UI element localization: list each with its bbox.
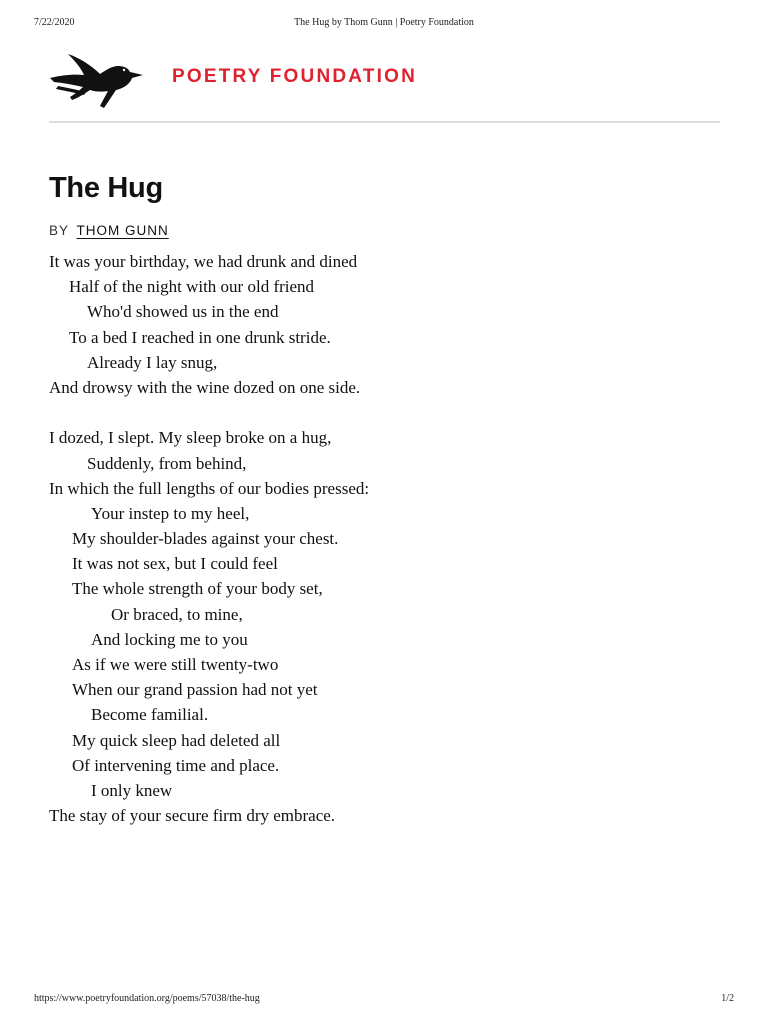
poem-line: Your instep to my heel, [91, 503, 250, 523]
poem-line: When our grand passion had not yet [72, 680, 318, 700]
poem-line: I dozed, I slept. My sleep broke on a hug, [49, 428, 332, 448]
poem-line: Half of the night with our old friend [69, 277, 315, 297]
print-page-title: The Hug by Thom Gunn | Poetry Foundation [294, 17, 474, 28]
poem-line: Become familial. [91, 705, 209, 725]
brand-name[interactable]: POETRY FOUNDATION [172, 66, 417, 87]
poem-line: The whole strength of your body set, [72, 579, 323, 599]
poem-title: The Hug [49, 172, 163, 204]
author-link[interactable]: THOM GUNN [76, 223, 169, 238]
poem-line: To a bed I reached in one drunk stride. [69, 327, 331, 347]
poem-line: In which the full lengths of our bodies pressed: [49, 478, 370, 498]
stanza-1 [49, 249, 729, 400]
site-header [48, 44, 728, 114]
poem-line: The stay of your secure firm dry embrace. [49, 806, 336, 826]
poem-line: It was your birthday, we had drunk and dined [49, 252, 358, 271]
print-page-number: 1/2 [721, 993, 734, 1004]
pegasus-icon[interactable] [48, 48, 146, 110]
poem-body [49, 249, 729, 828]
poem-line: Already I lay snug, [87, 352, 218, 372]
poem-line: And drowsy with the wine dozed on one side. [49, 377, 361, 397]
print-url: https://www.poetryfoundation.org/poems/57038/the-hug [34, 993, 260, 1004]
poem-line: And locking me to you [91, 629, 248, 649]
poem-line: My shoulder-blades against your chest. [72, 529, 339, 549]
poem-line: It was not sex, but I could feel [72, 554, 278, 574]
header-divider [49, 121, 720, 123]
poem-line: Or braced, to mine, [111, 604, 243, 624]
poem-line: Suddenly, from behind, [87, 453, 247, 473]
print-date: 7/22/2020 [34, 17, 75, 28]
stanza-2 [49, 425, 729, 828]
print-header [0, 17, 768, 31]
byline [49, 223, 169, 238]
by-label: BY [49, 223, 69, 238]
stanza-break [49, 400, 729, 425]
poem-line: I only knew [91, 780, 173, 800]
poem-line: My quick sleep had deleted all [72, 730, 281, 750]
poem-line: Who'd showed us in the end [87, 302, 279, 322]
poem-line: Of intervening time and place. [72, 755, 280, 775]
print-footer [0, 993, 768, 1007]
poem-line: As if we were still twenty-two [72, 655, 279, 674]
